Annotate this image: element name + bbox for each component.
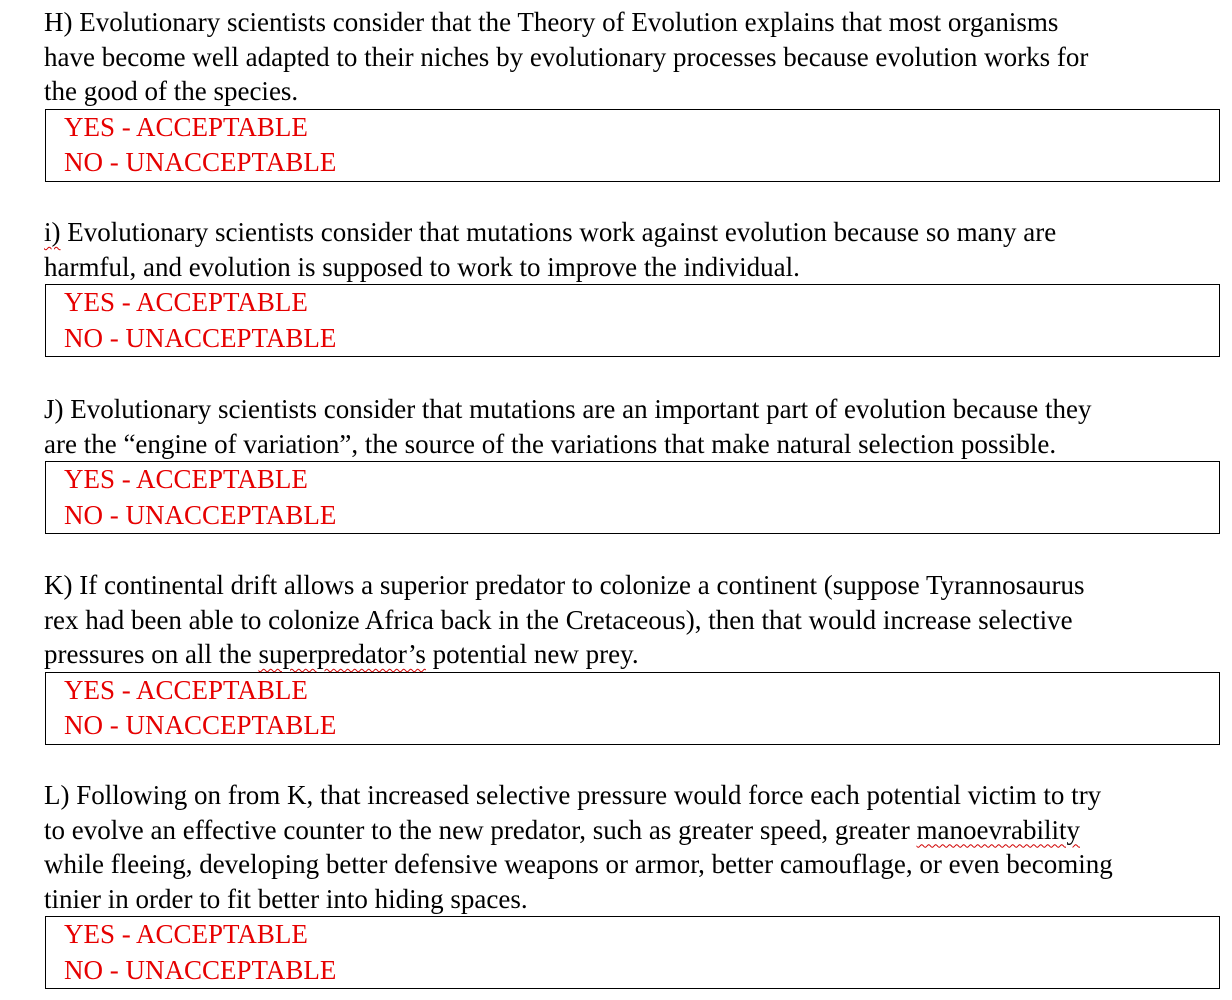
spelling-flagged-word: i) — [44, 217, 61, 247]
question-h-text — [44, 5, 1224, 109]
answer-option-yes[interactable]: YES - ACCEPTABLE — [64, 674, 308, 705]
question-text-line: rex had been able to colonize Africa back in the Cretaceous), then that would increase selective — [44, 604, 1073, 635]
question-text-segment: pressures on all the — [44, 639, 259, 669]
question-i — [44, 215, 1224, 357]
question-text-line: while fleeing, developing better defensive weapons or armor, better camouflage, or even becoming — [44, 849, 1113, 879]
question-h — [44, 5, 1224, 182]
answer-option-no[interactable]: NO - UNACCEPTABLE — [64, 710, 337, 740]
answer-option-yes[interactable]: YES - ACCEPTABLE — [64, 464, 308, 494]
question-text-line — [44, 215, 1224, 250]
answer-option-no[interactable]: NO - UNACCEPTABLE — [64, 147, 337, 177]
answer-option-no[interactable]: NO - UNACCEPTABLE — [64, 499, 337, 530]
answer-option-yes[interactable]: YES - ACCEPTABLE — [64, 919, 308, 949]
question-text-line — [44, 637, 1224, 672]
question-text-line: K) If continental drift allows a superior predator to colonize a continent (suppose Tyrannosaurus — [44, 570, 1085, 600]
question-text-line: are the “engine of variation”, the source of the variations that make natural selection possible. — [44, 428, 1057, 459]
answer-box-j[interactable] — [45, 461, 1220, 534]
question-j-text — [44, 392, 1224, 461]
question-text-line — [44, 813, 1224, 848]
question-text-line: the good of the species. — [44, 76, 299, 106]
question-i-text — [44, 215, 1224, 284]
question-text-line: tinier in order to fit better into hiding spaces. — [44, 883, 528, 914]
answer-box-i[interactable] — [45, 284, 1220, 357]
answer-box-l[interactable] — [45, 916, 1220, 989]
answer-option-yes[interactable]: YES - ACCEPTABLE — [64, 287, 308, 317]
spelling-flagged-word: superpredator’s — [258, 639, 426, 669]
answer-option-yes[interactable]: YES - ACCEPTABLE — [64, 111, 308, 142]
answer-box-h[interactable] — [45, 109, 1220, 182]
question-text-line: L) Following on from K, that increased selective pressure would force each potential victim to try — [44, 780, 1102, 810]
question-text-segment: Evolutionary scientists consider that mutations work against evolution because so many are — [60, 217, 1057, 247]
question-l — [44, 778, 1224, 989]
question-text-line: have become well adapted to their niches by evolutionary processes because evolution works for — [44, 41, 1089, 72]
question-text-segment: potential new prey. — [425, 639, 639, 669]
question-text-line: J) Evolutionary scientists consider that mutations are an important part of evolution because they — [44, 394, 1092, 424]
question-k — [44, 568, 1224, 745]
answer-option-no[interactable]: NO - UNACCEPTABLE — [64, 322, 337, 353]
answer-box-k[interactable] — [45, 672, 1220, 745]
question-l-text — [44, 778, 1224, 916]
question-text-line: harmful, and evolution is supposed to work to improve the individual. — [44, 251, 800, 282]
question-k-text — [44, 568, 1224, 672]
question-text-line: H) Evolutionary scientists consider that the Theory of Evolution explains that most organisms — [44, 7, 1059, 37]
answer-option-no[interactable]: NO - UNACCEPTABLE — [64, 954, 337, 985]
question-j — [44, 392, 1224, 534]
spelling-flagged-word: manoevrability — [916, 814, 1080, 845]
question-text-segment: to evolve an effective counter to the new predator, such as greater speed, greater — [44, 814, 917, 845]
